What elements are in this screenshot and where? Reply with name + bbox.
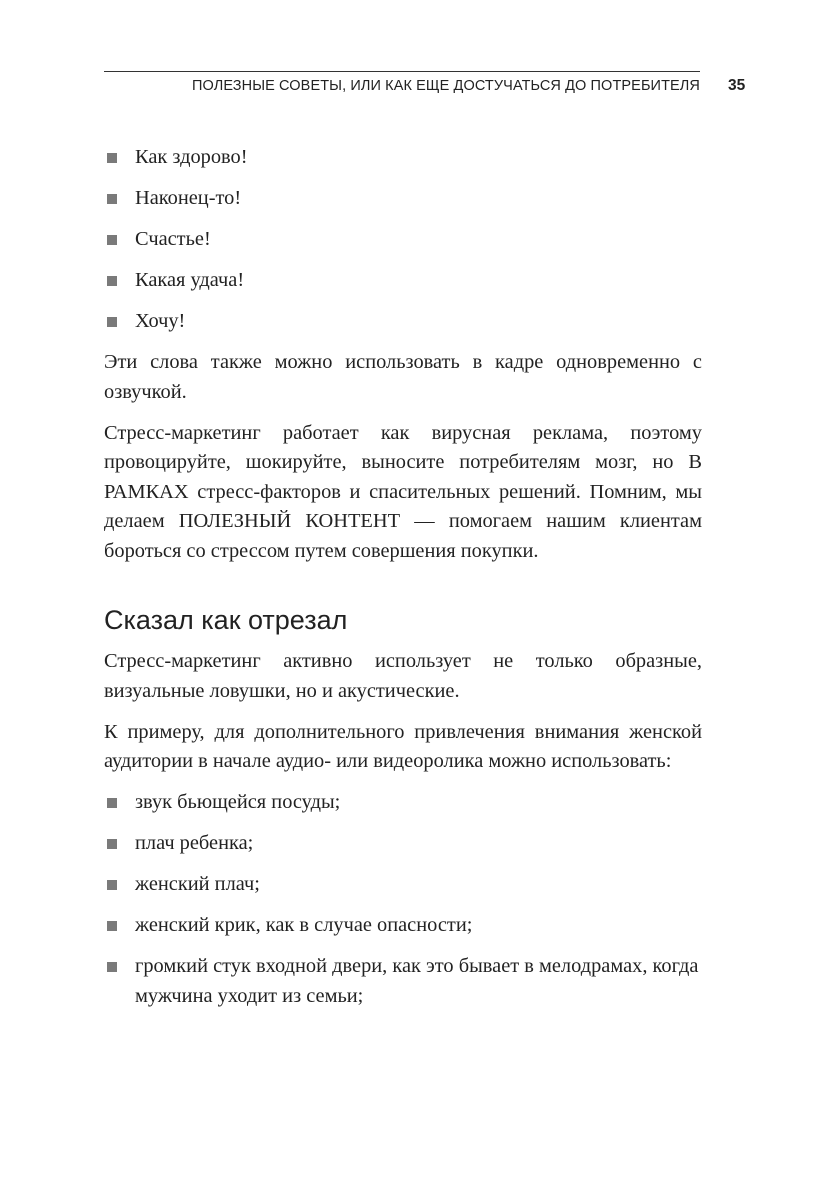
- list-item: [104, 184, 702, 214]
- list-item-text: Наконец-то!: [135, 187, 242, 209]
- list-item: [104, 788, 702, 818]
- list-item: [104, 829, 702, 859]
- square-bullet-icon: [107, 276, 117, 286]
- square-bullet-icon: [107, 235, 117, 245]
- square-bullet-icon: [107, 880, 117, 890]
- square-bullet-icon: [107, 153, 117, 163]
- square-bullet-icon: [107, 317, 117, 327]
- paragraph: К примеру, для дополнительного привлечения внимания женской аудитории в начале аудио- или видеоролика можно использовать:: [104, 720, 702, 772]
- list-item-text: громкий стук входной двери, как это бывает в мелодрамах, когда мужчина уходит из семьи;: [135, 955, 699, 1007]
- list-item-text: женский крик, как в случае опасности;: [135, 914, 473, 936]
- exclamations-list: [104, 143, 702, 337]
- list-item-text: Какая удача!: [135, 269, 245, 291]
- list-item-text: Счастье!: [135, 228, 211, 250]
- square-bullet-icon: [107, 798, 117, 808]
- page-body: [104, 143, 702, 1023]
- list-item: [104, 266, 702, 296]
- list-item-text: звук бьющейся посуды;: [135, 791, 341, 813]
- paragraph: Эти слова также можно использовать в кадре одновременно с озвучкой.: [104, 351, 702, 403]
- sounds-list: [104, 788, 702, 1011]
- list-item: [104, 225, 702, 255]
- square-bullet-icon: [107, 921, 117, 931]
- list-item: [104, 911, 702, 941]
- header-rule: [104, 71, 700, 72]
- list-item-text: плач ребенка;: [135, 832, 254, 854]
- square-bullet-icon: [107, 839, 117, 849]
- list-item: [104, 143, 702, 173]
- paragraph: Стресс-маркетинг работает как вирусная реклама, поэтому провоцируйте, шокируйте, выносите потребителям мозг, но В РАМКАХ стресс-факторов и спасительных решений. Помним, мы делаем ПОЛЕЗНЫЙ КОНТЕНТ — помогаем нашим клиентам бороться со стрессом путем совершения покупки.: [104, 421, 702, 562]
- running-head: ПОЛЕЗНЫЕ СОВЕТЫ, ИЛИ КАК ЕЩЕ ДОСТУЧАТЬСЯ ДО ПОТРЕБИТЕЛЯ: [191, 78, 700, 94]
- page-number: 35: [728, 77, 746, 94]
- list-item-text: Хочу!: [135, 310, 186, 332]
- square-bullet-icon: [107, 962, 117, 972]
- section-heading: Сказал как отрезал: [104, 605, 348, 635]
- square-bullet-icon: [107, 194, 117, 204]
- list-item-text: Как здорово!: [135, 146, 248, 168]
- list-item: [104, 870, 702, 900]
- list-item: [104, 307, 702, 337]
- list-item: [104, 952, 702, 1011]
- list-item-text: женский плач;: [135, 873, 260, 895]
- paragraph: Стресс-маркетинг активно использует не только образные, визуальные ловушки, но и акустические.: [104, 650, 702, 702]
